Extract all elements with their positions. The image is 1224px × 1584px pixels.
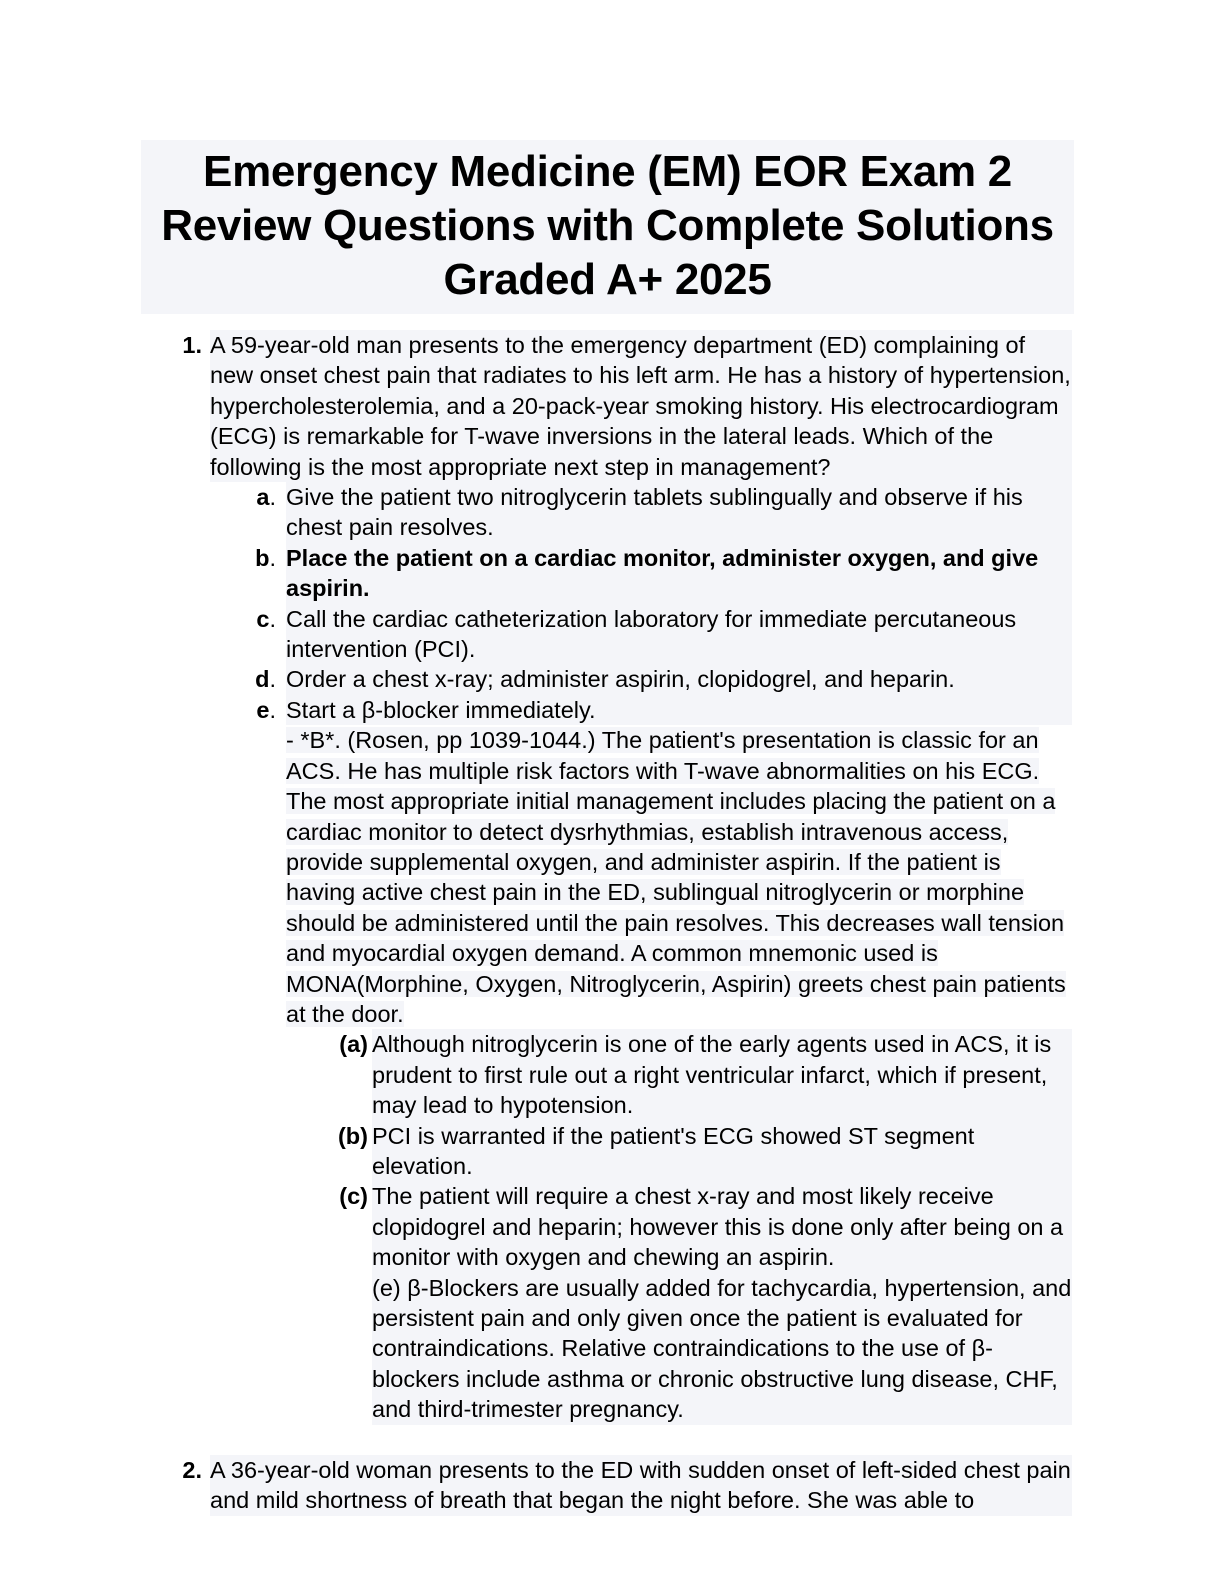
document-body bbox=[0, 330, 1224, 1516]
answer-option-a[interactable] bbox=[0, 482, 1224, 543]
option-text-a: Give the patient two nitroglycerin tablets sublingually and observe if his chest pain resolves. bbox=[286, 482, 1072, 543]
distractor-marker-c: (c) bbox=[339, 1183, 368, 1210]
option-text-e: Start a β-blocker immediately. bbox=[286, 695, 1072, 725]
question-item bbox=[0, 1455, 1224, 1516]
option-marker-b: b. bbox=[255, 544, 276, 571]
distractor-rationale-b bbox=[0, 1121, 1224, 1182]
distractor-text-b: PCI is warranted if the patient's ECG showed ST segment elevation. bbox=[372, 1121, 1072, 1182]
question-number: 2. bbox=[182, 1457, 202, 1484]
answer-option-c[interactable] bbox=[0, 604, 1224, 665]
question-spacer bbox=[0, 1425, 1224, 1455]
answer-options-list bbox=[0, 482, 1224, 1029]
distractor-text-e: (e) β-Blockers are usually added for tachycardia, hypertension, and persistent pain and only given once the patient is evaluated for contraindications. Relative contraindications to the use of β-blockers include asthma or chronic obstructive lung disease, CHF, and third-trimester pregnancy. bbox=[372, 1273, 1072, 1425]
page-title: Emergency Medicine (EM) EOR Exam 2 Review Questions with Complete Solutions Graded A+ 2025 bbox=[141, 140, 1074, 314]
answer-option-e[interactable] bbox=[0, 695, 1224, 725]
question-stem: A 59-year-old man presents to the emergency department (ED) complaining of new onset chest pain that radiates to his left arm. He has a history of hypertension, hypercholesterolemia, and a 20-pack-year smoking history. His electrocardiogram (ECG) is remarkable for T-wave inversions in the lateral leads. Which of the following is the most appropriate next step in management? bbox=[210, 330, 1072, 482]
distractor-marker-b: (b) bbox=[337, 1122, 368, 1149]
answer-explanation bbox=[0, 725, 1224, 1029]
option-marker-e: e. bbox=[256, 696, 276, 723]
option-marker-a: a. bbox=[256, 484, 276, 511]
question-item bbox=[0, 330, 1224, 482]
answer-option-d[interactable] bbox=[0, 664, 1224, 694]
distractor-text-c: The patient will require a chest x-ray and most likely receive clopidogrel and heparin; however this is done only after being on a monitor with oxygen and chewing an aspirin. bbox=[372, 1181, 1072, 1272]
question-stem: A 36-year-old woman presents to the ED with sudden onset of left-sided chest pain and mild shortness of breath that began the night before. She was able to bbox=[210, 1455, 1072, 1516]
distractor-rationale-a bbox=[0, 1029, 1224, 1120]
distractor-rationale-c bbox=[0, 1181, 1224, 1424]
question-number: 1. bbox=[182, 332, 202, 358]
distractor-marker-a: (a) bbox=[339, 1031, 368, 1058]
answer-option-b[interactable] bbox=[0, 543, 1224, 604]
option-text-b: Place the patient on a cardiac monitor, administer oxygen, and give aspirin. bbox=[286, 543, 1072, 604]
answer-explanation-text: - *B*. (Rosen, pp 1039-1044.) The patient's presentation is classic for an ACS. He has multiple risk factors with T-wave abnormalities on his ECG. The most appropriate initial management includes placing the patient on a cardiac monitor to detect dysrhythmias, establish intravenous access, provide supplemental oxygen, and administer aspirin. If the patient is having active chest pain in the ED, sublingual nitroglycerin or morphine should be administered until the pain resolves. This decreases wall tension and myocardial oxygen demand. A common mnemonic used is MONA(Morphine, Oxygen, Nitroglycerin, Aspirin) greets chest pain patients at the door. bbox=[286, 727, 1066, 1027]
option-text-c: Call the cardiac catheterization laboratory for immediate percutaneous intervention (PCI). bbox=[286, 604, 1072, 665]
option-marker-d: d. bbox=[255, 666, 276, 693]
distractor-text-a: Although nitroglycerin is one of the early agents used in ACS, it is prudent to first rule out a right ventricular infarct, which if present, may lead to hypotension. bbox=[372, 1029, 1072, 1120]
option-marker-c: c. bbox=[256, 605, 276, 632]
option-text-d: Order a chest x-ray; administer aspirin, clopidogrel, and heparin. bbox=[286, 664, 1072, 694]
